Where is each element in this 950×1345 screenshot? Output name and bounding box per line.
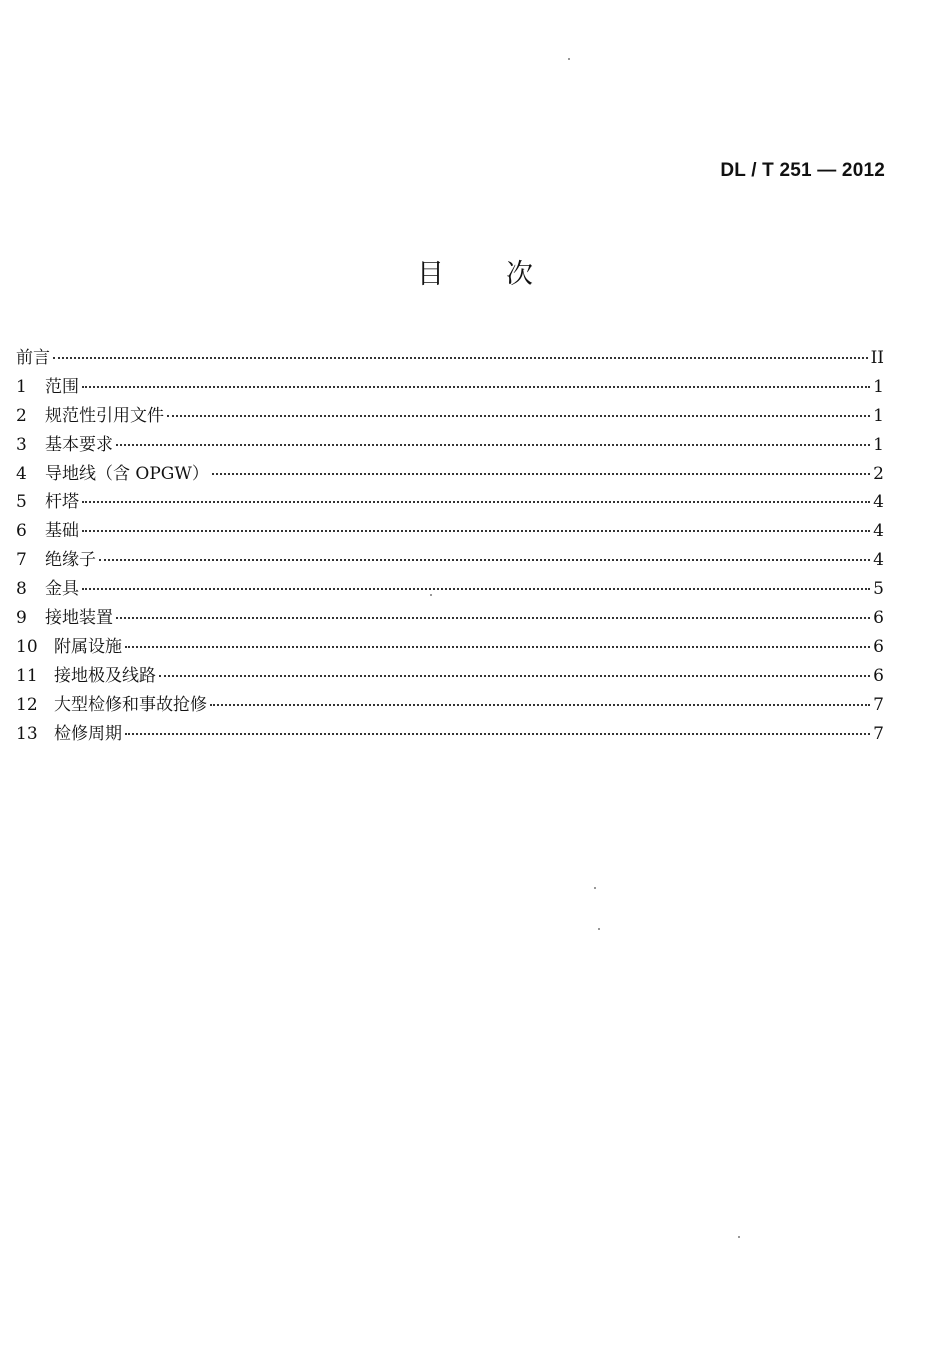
toc-label: 规范性引用文件 [45,405,164,426]
toc-page: 1 [873,434,884,455]
table-of-contents [16,344,884,748]
toc-entry-9[interactable] [16,604,884,633]
toc-label: 金具 [45,579,79,600]
toc-number: 4 [16,463,27,484]
toc-entry-6[interactable] [16,517,884,546]
toc-entry-2[interactable] [16,402,884,431]
dot-leader [212,472,870,475]
toc-page: 4 [873,492,884,513]
toc-label: 基本要求 [45,434,113,455]
dot-leader [53,356,868,359]
toc-label: 大型检修和事故抢修 [54,694,207,715]
toc-number: 3 [16,434,27,455]
toc-label: 杆塔 [45,492,79,513]
toc-number: 1 [16,376,27,397]
toc-entry-12[interactable] [16,691,884,720]
toc-page: 1 [873,376,884,397]
toc-label: 前言 [16,348,50,368]
toc-number: 2 [16,405,27,426]
toc-label: 绝缘子 [45,550,96,571]
toc-entry-10[interactable] [16,633,884,662]
scan-speck [594,887,596,889]
toc-number: 7 [16,550,27,571]
toc-number: 13 [16,723,38,744]
toc-page: 7 [873,723,884,744]
toc-page: 6 [873,665,884,686]
toc-label: 附属设施 [54,636,122,657]
toc-entry-1[interactable] [16,373,884,402]
toc-number: 9 [16,608,27,629]
toc-entry-8[interactable] [16,575,884,604]
toc-page: 2 [873,463,884,484]
toc-page: 1 [873,405,884,426]
toc-page: 5 [873,579,884,600]
dot-leader [82,385,870,388]
page-title: 目次 [417,259,595,290]
toc-number: 11 [16,665,38,686]
dot-leader [125,732,870,735]
scan-speck [430,594,432,596]
toc-entry-4[interactable] [16,460,884,489]
dot-leader [210,703,870,706]
toc-page: 4 [873,550,884,571]
toc-entry-7[interactable] [16,546,884,575]
toc-number: 10 [16,636,38,657]
toc-label: 检修周期 [54,723,122,744]
scan-speck [738,1236,740,1238]
toc-label: 范围 [45,376,79,397]
toc-number: 8 [16,579,27,600]
toc-label: 接地极及线路 [54,665,156,686]
dot-leader [125,645,870,648]
toc-page: 4 [873,521,884,542]
dot-leader [82,500,870,503]
toc-entry-11[interactable] [16,662,884,691]
toc-page: 6 [873,636,884,657]
toc-page: 6 [873,608,884,629]
standard-code: DL / T 251 — 2012 [720,160,885,181]
toc-number: 5 [16,492,27,513]
scan-speck [598,928,600,930]
toc-label: 接地装置 [45,608,113,629]
scan-speck [568,58,570,60]
dot-leader [82,587,870,590]
toc-label: 基础 [45,521,79,542]
dot-leader [116,443,870,446]
dot-leader [159,674,870,677]
dot-leader [116,616,870,619]
toc-entry-3[interactable] [16,431,884,460]
dot-leader [82,529,870,532]
toc-entry-preface[interactable] [16,344,884,373]
toc-label: 导地线（含 OPGW） [45,463,209,484]
toc-page: 7 [873,694,884,715]
toc-number: 12 [16,694,38,715]
toc-page: II [870,348,884,368]
toc-entry-13[interactable] [16,720,884,749]
toc-number: 6 [16,521,27,542]
dot-leader [99,558,870,561]
toc-entry-5[interactable] [16,488,884,517]
dot-leader [167,414,870,417]
